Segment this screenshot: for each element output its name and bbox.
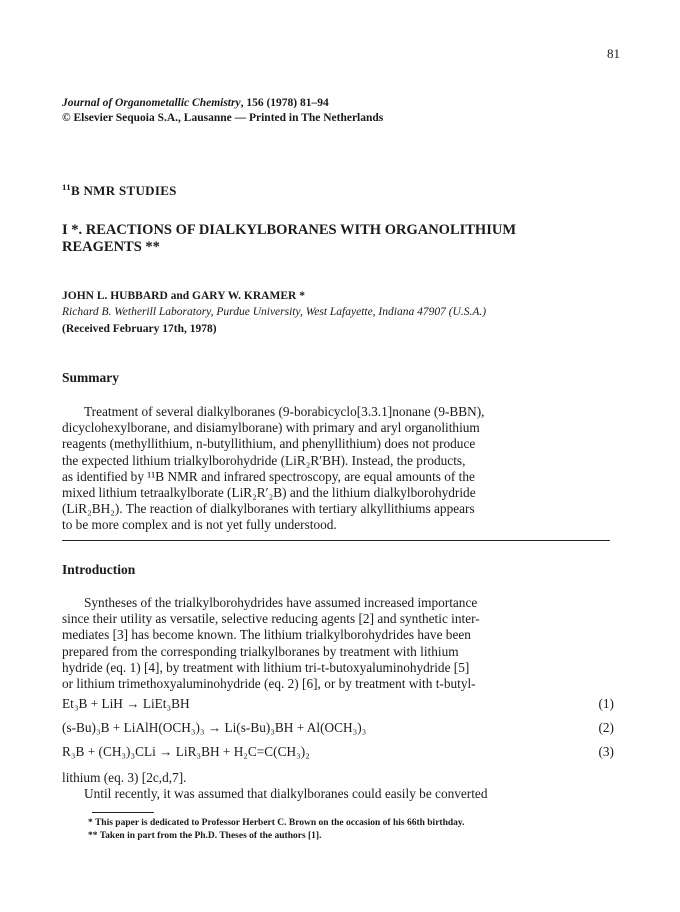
summary-line: mixed lithium tetraalkylborate (LiR₂R′₂B) and the lithium dialkylborohydride [62,485,476,501]
series-superscript: 11 [62,182,71,192]
journal-volume: , 156 (1978) 81–94 [240,97,329,109]
equation-number: (1) [598,696,614,711]
article-title [62,222,602,256]
intro-line: mediates [3] has become known. The lithium trialkylborohydrides have been [62,627,471,643]
title-line: REAGENTS ** [62,239,160,255]
intro-line: hydride (eq. 1) [4], by treatment with lithium tri-t-butoxyaluminohydride [5] [62,659,470,675]
equation: Et₃B + LiH → LiEt₃BH [62,696,190,711]
summary-line: as identified by ¹¹B NMR and infrared spectroscopy, are equal amounts of the [62,468,475,484]
copyright-line: © Elsevier Sequoia S.A., Lausanne — Printed in The Netherlands [62,112,384,124]
intro-line: since their utility as versatile, selective reducing agents [2] and synthetic inter- [62,611,480,627]
summary-body [62,404,622,534]
series-heading-text: B NMR STUDIES [70,183,177,198]
intro-line: or lithium trimethoxyaluminohydride (eq. 2) [6], or by treatment with t-butyl- [62,676,476,692]
introduction-body [62,595,622,692]
summary-line: Treatment of several dialkylboranes (9-borabicyclo[3.3.1]nonane (9-BBN), [84,404,485,419]
summary-line: to be more complex and is not yet fully understood. [62,517,337,533]
introduction-heading: Introduction [62,562,136,577]
affiliation: Richard B. Wetherill Laboratory, Purdue University, West Lafayette, Indiana 47907 (U.S.A.) [62,306,487,318]
intro-line: Syntheses of the trialkylborohydrides have assumed increased importance [84,595,478,610]
body-line: Until recently, it was assumed that dialkylboranes could easily be converted [84,786,488,802]
summary-line: the expected lithium trialkylborohydride (LiR₂R′BH). Instead, the products, [62,452,466,468]
summary-line: reagents (methyllithium, n-butyllithium, and phenyllithium) does not produce [62,436,476,452]
equation-number: (3) [598,744,614,759]
footnote-divider [92,812,154,813]
body-line: lithium (eq. 3) [2c,d,7]. [62,770,187,785]
summary-line: dicyclohexylborane, and disiamylborane) with primary and aryl organolithium [62,420,480,436]
summary-heading: Summary [62,370,119,385]
equation: (s-Bu)₃B + LiAlH(OCH₃)₃ → Li(s-Bu)₃BH + Al(OCH₃)₃ [62,720,367,735]
page-number: 81 [607,46,620,61]
author-list: JOHN L. HUBBARD and GARY W. KRAMER * [62,290,305,302]
footnote: * This paper is dedicated to Professor Herbert C. Brown on the occasion of his 66th birthday. [88,818,465,828]
summary-line: (LiR₂BH₂). The reaction of dialkylboranes with tertiary alkyllithiums appears [62,501,475,517]
received-date: (Received February 17th, 1978) [62,323,217,335]
intro-line: prepared from the corresponding trialkylboranes by treatment with lithium [62,643,459,659]
equation-number: (2) [598,720,614,735]
title-line: I *. REACTIONS OF DIALKYLBORANES WITH ORGANOLITHIUM [62,222,517,238]
equation: R₃B + (CH₃)₃CLi → LiR₃BH + H₂C=C(CH₃)₂ [62,744,310,759]
footnote: ** Taken in part from the Ph.D. Theses of the authors [1]. [88,831,322,841]
section-divider [62,540,610,541]
series-heading [62,183,177,199]
journal-citation [62,97,329,109]
continuation-text [62,770,622,802]
journal-name: Journal of Organometallic Chemistry [62,97,241,109]
